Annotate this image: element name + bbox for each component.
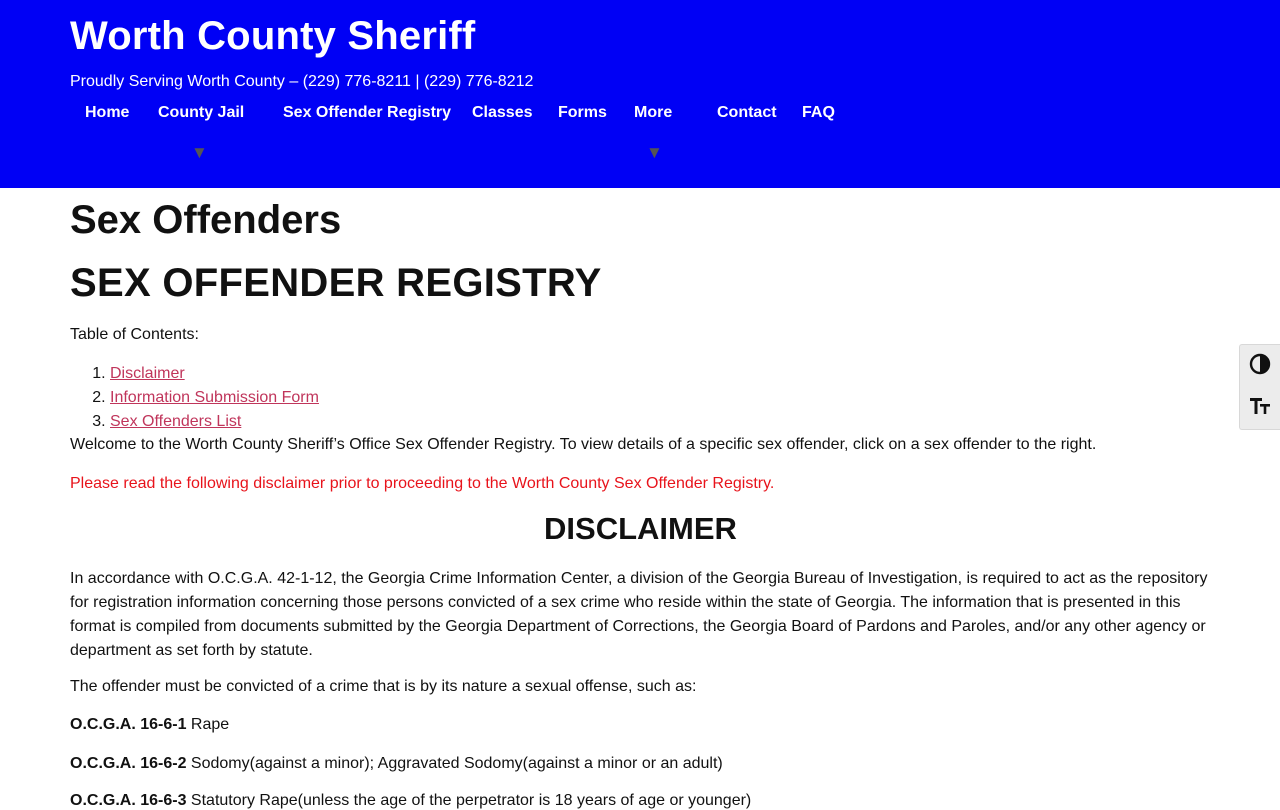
page-title: Sex Offenders xyxy=(70,198,342,242)
toggle-font-size-button[interactable] xyxy=(1240,387,1280,429)
main-nav xyxy=(70,104,970,174)
law-text: Statutory Rape(unless the age of the perpetrator is 18 years of age or younger) xyxy=(186,792,752,809)
nav-home[interactable]: Home xyxy=(85,104,130,121)
law-item xyxy=(70,755,723,773)
nav-faq[interactable]: FAQ xyxy=(802,104,835,121)
site-header xyxy=(0,0,1280,188)
nav-county-jail[interactable]: County Jail xyxy=(158,104,245,121)
toc-link-disclaimer[interactable]: Disclaimer xyxy=(110,365,185,382)
welcome-text: Welcome to the Worth County Sheriff’s Office Sex Offender Registry. To view details of a specific sex offender, click on a sex offender to the right. xyxy=(70,436,1097,453)
nav-more[interactable]: More xyxy=(634,104,673,121)
disclaimer-warning: Please read the following disclaimer prior to proceeding to the Worth County Sex Offender Registry. xyxy=(70,475,775,492)
law-code: O.C.G.A. 16-6-3 xyxy=(70,792,187,809)
nav-classes[interactable]: Classes xyxy=(472,104,533,121)
registry-heading: SEX OFFENDER REGISTRY xyxy=(70,261,602,305)
nav-contact[interactable]: Contact xyxy=(717,104,777,121)
law-code: O.C.G.A. 16-6-1 xyxy=(70,716,187,733)
toc-label: Table of Contents: xyxy=(70,326,199,343)
toggle-contrast-button[interactable] xyxy=(1240,345,1280,387)
toc-item xyxy=(110,410,319,434)
table-of-contents xyxy=(70,362,319,434)
law-item xyxy=(70,716,229,734)
county-jail-dropdown-icon[interactable]: ▼ xyxy=(191,143,208,162)
offense-intro: The offender must be convicted of a crime that is by its nature a sexual offense, such as: xyxy=(70,678,697,695)
site-tagline: Proudly Serving Worth County – (229) 776-8211 | (229) 776-8212 xyxy=(70,73,534,90)
toc-item xyxy=(110,386,319,410)
toc-link-information-submission-form[interactable]: Information Submission Form xyxy=(110,389,319,406)
contrast-icon xyxy=(1249,353,1271,380)
law-text: Sodomy(against a minor); Aggravated Sodomy(against a minor or an adult) xyxy=(186,755,723,772)
accessibility-toolbar xyxy=(1239,344,1280,430)
nav-sex-offender-registry[interactable]: Sex Offender Registry xyxy=(283,104,452,121)
toc-item xyxy=(110,362,319,386)
disclaimer-heading: DISCLAIMER xyxy=(544,511,737,546)
toc-link-sex-offenders-list[interactable]: Sex Offenders List xyxy=(110,413,242,430)
law-code: O.C.G.A. 16-6-2 xyxy=(70,755,187,772)
nav-forms[interactable]: Forms xyxy=(558,104,607,121)
disclaimer-paragraph: In accordance with O.C.G.A. 42-1-12, the Georgia Crime Information Center, a division of the Georgia Bureau of Investigation, is required to act as the repository for registration information concerning those persons convicted of a sex crime who reside within the state of Georgia. The information that is presented in this format is compiled from documents submitted by the Georgia Department of Corrections, the Georgia Board of Pardons and Paroles, and/or any other agency or department as set forth by statute. xyxy=(70,570,1208,659)
font-size-icon xyxy=(1249,395,1271,422)
site-title[interactable]: Worth County Sheriff xyxy=(70,14,476,58)
law-item xyxy=(70,792,751,810)
law-text: Rape xyxy=(186,716,230,733)
more-dropdown-icon[interactable]: ▼ xyxy=(646,143,663,162)
